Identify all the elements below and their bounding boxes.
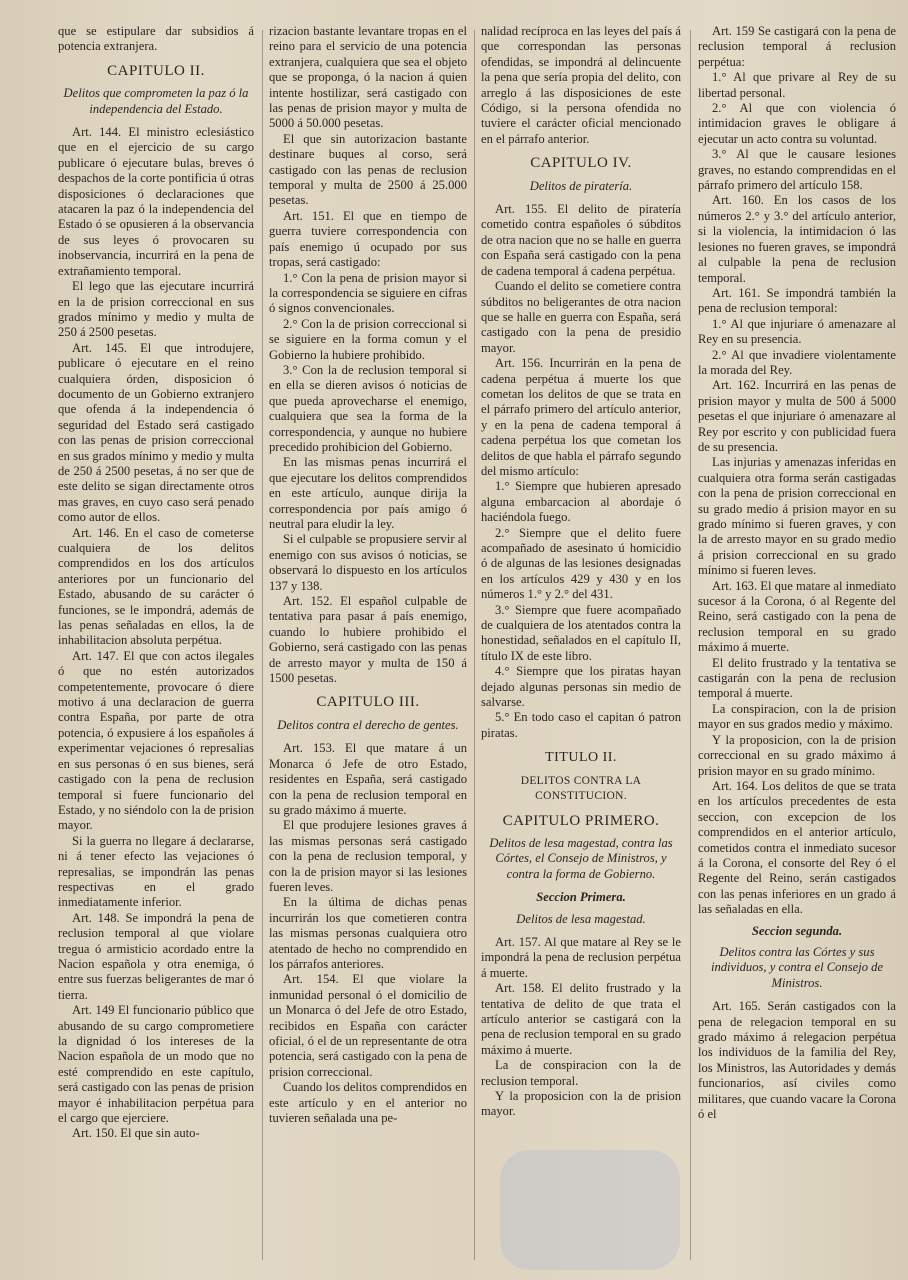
paragraph: Y la proposicion, con la de prision correccional en su grado máximo á prision mayor en su grado mínimo. — [698, 732, 896, 778]
paragraph: 2.° Con la de prision correccional si se siguiere en la forma comun y el Gobierno la hubiere prohibido. — [269, 316, 467, 362]
paragraph: El que sin autorizacion bastante destinare buques al corso, será castigado con las penas de reclusion temporal y multa de 2500 á 25.000 pesetas. — [269, 131, 467, 208]
paragraph: 3.° Con la de reclusion temporal si en ella se dieren avisos ó noticias de que pueda aprovecharse el enemigo, cualquiera que sea la forma de la correspondencia, y aunque no hubiere precedido prohibicion del Gobierno. — [269, 362, 467, 454]
paragraph: 3.° Siempre que fuere acompañado de cualquiera de los atentados contra la honestidad, señalados en el capítulo II, título IX de este libro. — [481, 602, 681, 663]
paragraph: Art. 145. El que introdujere, publicare ó ejecutare en el reino cualquiera órden, disposicion ó documento de un Gobierno extranjero que ofenda á la independencia ó seguridad del Estado será castigado con las penas de prision correccional en sus grados mínimo y medio y multa de 250 á 2500 pesetas, á no ser que de este delito se sigan directamente otros mas graves, en cuyo caso será penado como autor de ellos. — [58, 340, 254, 525]
heading-subtitle: Delitos de lesa magestad. — [516, 911, 646, 926]
paragraph: Cuando los delitos comprendidos en este artículo y en el anterior no tuvieren señalada una pe- — [269, 1080, 467, 1126]
paragraph: 2.° Al que invadiere violentamente la morada del Rey. — [698, 347, 896, 377]
paragraph: Art. 160. En los casos de los números 2.° y 3.° del artículo anterior, si la violencia, la intimidacion ó las lesiones no fueren graves, se impondrá al culpable la pena de reclusion temporal. — [698, 193, 896, 285]
paragraph: Art. 148. Se impondrá la pena de reclusion temporal al que violare tregua ó armisticio acordado entre la Nacion española y otra enemiga, ó entre sus fuerzas beligerantes de mar ó tierra. — [58, 910, 254, 1002]
paragraph: Si el culpable se propusiere servir al enemigo con sus avisos ó noticias, se observará lo dispuesto en los artículos 137 y 138. — [269, 532, 467, 593]
heading-subtitle: Delitos contra las Córtes y sus individuos, y contra el Consejo de Ministros. — [710, 944, 884, 990]
chapter-heading: TITULO II. — [545, 750, 617, 766]
column-rule — [262, 30, 263, 1260]
paragraph: 3.° Al que le causare lesiones graves, no estando comprendidas en el párrafo primero del artículo 158. — [698, 147, 896, 193]
paragraph: nalidad recíproca en las leyes del país á que correspondan las personas ofendidas, se impondrá al delincuente la pena que sería propia del delito, con arreglo á las disposiciones de este Código, si la persona ofendida no tuviere el carácter oficial mencionado en el párrafo anterior. — [481, 24, 681, 146]
text-column-1 — [58, 24, 254, 1269]
heading-subtitle: Delitos contra el derecho de gentes. — [277, 717, 459, 732]
chapter-heading: CAPITULO III. — [316, 694, 420, 711]
paragraph: Art. 165. Serán castigados con la pena de relegacion temporal en su grado máximo á relegacion perpétua los individuos de la familia del Rey, los Ministros, las Autoridades y demás funcionarios, así civiles como militares, que cuando vacare la Corona ó el — [698, 999, 896, 1122]
paragraph: Las injurias y amenazas inferidas en cualquiera otra forma serán castigadas con la pena de prision correccional en su grado medio á prision mayor en su grado mínimo si fueren graves, y con la de arresto mayor en su grado medio á prision correccional en su grado mínimo si fueren leves. — [698, 455, 896, 578]
paragraph: Art. 162. Incurrirá en las penas de prision mayor y multa de 500 á 5000 pesetas el que injuriare ó amenazare al Rey por escrito y con publicidad fuera de su presencia. — [698, 378, 896, 454]
paragraph: Art. 152. El español culpable de tentativa para pasar á país enemigo, cuando lo hubiere prohibido el Gobierno, será castigado con las penas de arresto mayor y multa de 150 á 1500 pesetas. — [269, 594, 467, 686]
paragraph: La conspiracion, con la de prision mayor en sus grados medio y máximo. — [698, 701, 896, 732]
paragraph: Art. 163. El que matare al inmediato sucesor á la Corona, ó al Regente del Reino, será castigado con la pena de reclusion temporal en su grado máximo á muerte. — [698, 578, 896, 655]
paragraph: rizacion bastante levantare tropas en el reino para el servicio de una potencia extranjera, cualquiera que sea el objeto que se proponga, ó la nacion á quien intente hostilizar, será castigado con las penas de prision mayor y multa de 5000 á 50.000 pesetas. — [269, 24, 467, 131]
paragraph: Art. 158. El delito frustrado y la tentativa de delito de que trata el artículo anterior se castigará con la pena de reclusion temporal en su grado máximo á muerte. — [481, 981, 681, 1057]
paragraph: Art. 150. El que sin auto- — [72, 1126, 200, 1141]
text-column-3 — [481, 24, 681, 1269]
column-rule — [474, 30, 475, 1260]
paragraph: Art. 151. El que en tiempo de guerra tuviere correspondencia con país enemigo ú ocupado por sus tropas, será castigado: — [269, 208, 467, 270]
paragraph: Y la proposicion con la de prision mayor. — [481, 1089, 681, 1119]
heading-subtitle: Delitos de piratería. — [529, 178, 633, 193]
heading-subtitle: Delitos de lesa magestad, contra las Córtes, el Consejo de Ministros, y contra la forma de Gobierno. — [489, 835, 673, 881]
chapter-heading: CAPITULO IV. — [530, 155, 632, 172]
paragraph: Art. 153. El que matare á un Monarca ó Jefe de otro Estado, residentes en España, será castigado con la pena de reclusion temporal en su grado máximo á muerte. — [269, 741, 467, 817]
paragraph: 1.° Siempre que hubieren apresado alguna embarcacion al abordaje ó haciéndola fuego. — [481, 479, 681, 525]
paragraph: En la última de dichas penas incurrirán los que cometieren contra las mismas personas cualquiera otro atentado de hecho no comprendido en los párrafos anteriores. — [269, 895, 467, 971]
chapter-heading: CAPITULO PRIMERO. — [502, 812, 660, 829]
paragraph: 1.° Con la pena de prision mayor si la correspondencia se siguiere en cifras ó signos convencionales. — [269, 270, 467, 316]
paragraph: 2.° Siempre que el delito fuere acompañado de asesinato ú homicidio ó de algunas de las lesiones designadas en los artículos 429 y 430 y en los números 1.° y 2.° del 431. — [481, 525, 681, 602]
paragraph: Art. 164. Los delitos de que se trata en los artículos precedentes de esta seccion, con excepcion de los comprendidos en el anterior artículo, cometidos contra el inmediato sucesor á la Corona, el consorte del Rey ó el Regente del Reino, serán castigados con las penas inferiores en un grado á las señaladas en ella. — [698, 778, 896, 917]
paragraph: 1.° Al que injuriare ó amenazare al Rey en su presencia. — [698, 316, 896, 347]
section-heading: Seccion segunda. — [751, 923, 843, 938]
paragraph: Art. 147. El que con actos ilegales ó que no estén autorizados competentemente, provocare ó diere motivo á una declaracion de guerra contra España, por parte de otra potencia, ó expusiere á los españoles á experimentar vejaciones ó represalias en sus personas ó en sus bienes, será castigado con la pena de reclusion temporal si fuere funcionario del Estado, y no siéndolo con la de prision mayor. — [58, 648, 254, 833]
paragraph: El lego que las ejecutare incurrirá en la de prision correccional en sus grados mínimo y medio y multa de 250 á 2500 pesetas. — [58, 279, 254, 340]
paragraph: Art. 146. En el caso de cometerse cualquiera de los delitos comprendidos en los dos artículos anteriores por un funcionario del Estado, abusando de su carácter ó funciones, se le impondrá, además de las penas señaladas en ellos, la de inhabilitacion absoluta perpétua. — [58, 525, 254, 648]
paragraph: Art. 144. El ministro eclesiástico que en el ejercicio de su cargo publicare ó ejecutare bulas, breves ó despachos de la corte pontificia ú otras disposiciones ó declaraciones que atacaren la paz ó la independencia del Estado ó se opusieren á la observancia de sus leyes ó provocaren su inobservancia, incurrirá en la pena de extrañamiento temporal. — [58, 125, 254, 278]
text-column-2 — [269, 24, 467, 1269]
paragraph: 5.° En todo caso el capitan ó patron piratas. — [481, 710, 681, 740]
paragraph: 2.° Al que con violencia ó intimidacion graves le obligare á ejecutar un acto contra su voluntad. — [698, 101, 896, 146]
paragraph: Art. 161. Se impondrá también la pena de reclusion temporal: — [698, 285, 896, 316]
paragraph: El que produjere lesiones graves á las mismas personas será castigado con la pena de reclusion temporal, y con la de prision mayor si las lesiones fueren leves. — [269, 818, 467, 894]
paragraph: Art. 159 Se castigará con la pena de reclusion temporal á reclusion perpétua: — [698, 24, 896, 69]
paragraph: Art. 156. Incurrirán en la pena de cadena perpétua á muerte los que cometan los delitos de que se trata en el párrafo primero del artículo anterior, y en la pena de cadena temporal á cadena perpétua los que cometan los delitos de que habla el párrafo segundo del mismo artículo: — [481, 356, 681, 478]
chapter-heading: CAPITULO II. — [107, 62, 205, 79]
paragraph: En las mismas penas incurrirá el que ejecutare los delitos comprendidos en este artículo, aunque dirija la correspondencia por país amigo ó neutral para eludir la ley. — [269, 455, 467, 531]
paragraph: Art. 154. El que violare la inmunidad personal ó el domicilio de un Monarca ó del Jefe de otro Estado, recibidos en España con carácter oficial, ó el de un representante de otra potencia, será castigado con la pena de prision correccional. — [269, 972, 467, 1079]
paragraph: que se estipulare dar subsidios á potencia extranjera. — [58, 24, 254, 54]
column-rule — [690, 30, 691, 1260]
paragraph: 4.° Siempre que los piratas hayan dejado algunas personas sin medio de salvarse. — [481, 664, 681, 710]
heading-subtitle: Delitos que comprometen la paz ó la independencia del Estado. — [63, 86, 249, 116]
paragraph: Cuando el delito se cometiere contra súbditos no beligerantes de otra nacion que se halle en guerra con España, será castigado con la pena de presidio mayor. — [481, 279, 681, 355]
paragraph: El delito frustrado y la tentativa se castigarán con la pena de reclusion temporal á muerte. — [698, 655, 896, 701]
section-heading: Seccion Primera. — [536, 890, 626, 905]
paragraph: Si la guerra no llegare á declararse, ni á tener efecto las vejaciones ó represalias, se impondrán las penas respectivas en el grado inmediatamente inferior. — [58, 833, 254, 910]
text-column-4 — [698, 24, 896, 1269]
title-subheading: DELITOS CONTRA LA CONSTITUCION. — [520, 774, 642, 803]
paragraph: Art. 157. Al que matare al Rey se le impondrá la pena de reclusion perpétua á muerte. — [481, 934, 681, 980]
paragraph: Art. 155. El delito de piratería cometido contra españoles ó súbditos de otra nacion que no se halle en guerra con España será castigado con la pena de cadena temporal á cadena perpétua. — [481, 202, 681, 278]
paragraph: La de conspiracion con la de reclusion temporal. — [481, 1058, 681, 1088]
paragraph: Art. 149 El funcionario público que abusando de su cargo comprometiere la dignidad ó los intereses de la Nacion española de un modo que no esté comprendido en este capítulo, será castigado con las penas de prision mayor é inhabilitacion perpétua para el cargo que ejerciere. — [58, 1003, 254, 1126]
paragraph: 1.° Al que privare al Rey de su libertad personal. — [698, 70, 896, 100]
